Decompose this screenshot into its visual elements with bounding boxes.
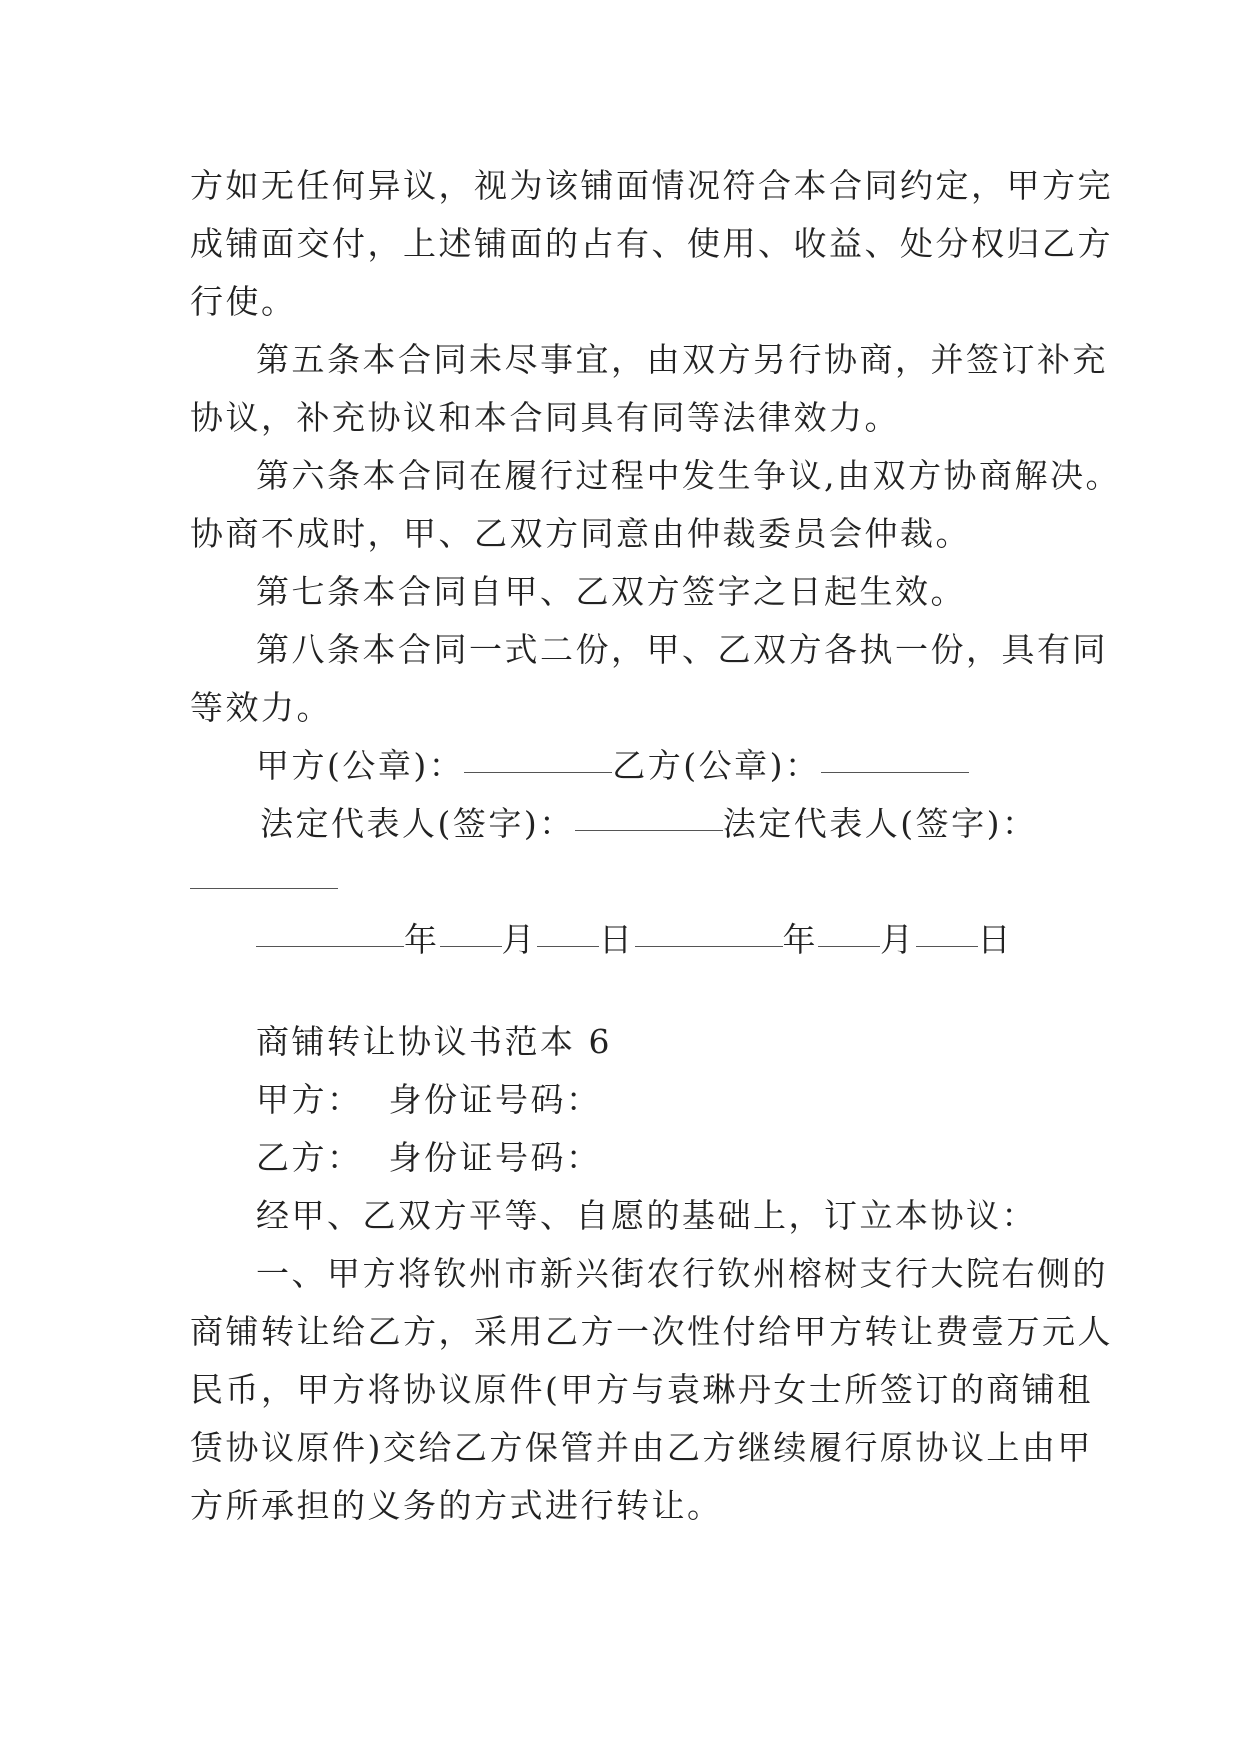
day-label: 日 xyxy=(977,920,1013,959)
legal-rep-b-blank-line xyxy=(190,853,1060,911)
party-b-seal-label: 乙方(公章)： xyxy=(612,746,821,785)
text-line: 民币，甲方将协议原件(甲方与袁琳丹女士所签订的商铺租 xyxy=(190,1370,1093,1409)
text-line: 协商不成时，甲、乙双方同意由仲裁委员会仲裁。 xyxy=(190,514,971,553)
date-a-day-blank xyxy=(537,912,599,947)
day-label: 日 xyxy=(599,920,635,959)
party-a-seal-label: 甲方(公章)： xyxy=(256,746,465,785)
text-line: 赁协议原件)交给乙方保管并由乙方继续履行原协议上由甲 xyxy=(190,1428,1093,1467)
text-line: 商铺转让给乙方，采用乙方一次性付给甲方转让费壹万元人 xyxy=(190,1312,1113,1351)
month-label: 月 xyxy=(501,920,537,959)
text-line: 协议，补充协议和本合同具有同等法律效力。 xyxy=(190,398,900,437)
date-b-month-blank xyxy=(818,912,880,947)
date-b-day-blank xyxy=(916,912,978,947)
article-6: 第六条本合同在履行过程中发生争议,由双方协商解决。 xyxy=(256,456,1121,495)
text-line: 行使。 xyxy=(190,282,297,321)
legal-rep-a-label: 法定代表人(签字)： xyxy=(260,804,575,843)
article-7: 第七条本合同自甲、乙双方签字之日起生效。 xyxy=(256,572,966,611)
text-line: 等效力。 xyxy=(190,688,332,727)
legal-rep-signature-line xyxy=(190,795,1060,853)
legal-rep-b-blank xyxy=(190,854,338,889)
text-line: 成铺面交付，上述铺面的占有、使用、收益、处分权归乙方 xyxy=(190,224,1113,263)
year-label: 年 xyxy=(782,920,818,959)
party-a-seal-blank xyxy=(464,738,612,773)
legal-rep-a-blank xyxy=(575,796,723,831)
article-8: 第八条本合同一式二份，甲、乙双方各执一份，具有同 xyxy=(256,630,1108,669)
article-5: 第五条本合同未尽事宜，由双方另行协商，并签订补充 xyxy=(256,340,1108,379)
seal-signature-line xyxy=(190,737,1060,795)
agreement-intro: 经甲、乙双方平等、自愿的基础上，订立本协议： xyxy=(256,1196,1037,1235)
clause-1: 一、甲方将钦州市新兴街农行钦州榕树支行大院右侧的 xyxy=(256,1254,1108,1293)
party-b-seal-blank xyxy=(821,738,969,773)
document-body xyxy=(190,157,1121,1535)
party-b-id-line: 乙方： 身份证号码： xyxy=(256,1138,602,1177)
year-label: 年 xyxy=(404,920,440,959)
party-a-id-line: 甲方： 身份证号码： xyxy=(256,1080,602,1119)
legal-rep-b-label: 法定代表人(签字)： xyxy=(722,804,1038,843)
date-line xyxy=(190,911,1060,969)
text-line: 方所承担的义务的方式进行转让。 xyxy=(190,1486,723,1525)
date-a-month-blank xyxy=(440,912,502,947)
text-line: 方如无任何异议，视为该铺面情况符合本合同约定，甲方完 xyxy=(190,166,1113,205)
date-b-year-blank xyxy=(635,912,783,947)
month-label: 月 xyxy=(880,920,916,959)
section-title: 商铺转让协议书范本 6 xyxy=(256,1022,612,1061)
date-a-year-blank xyxy=(256,912,404,947)
